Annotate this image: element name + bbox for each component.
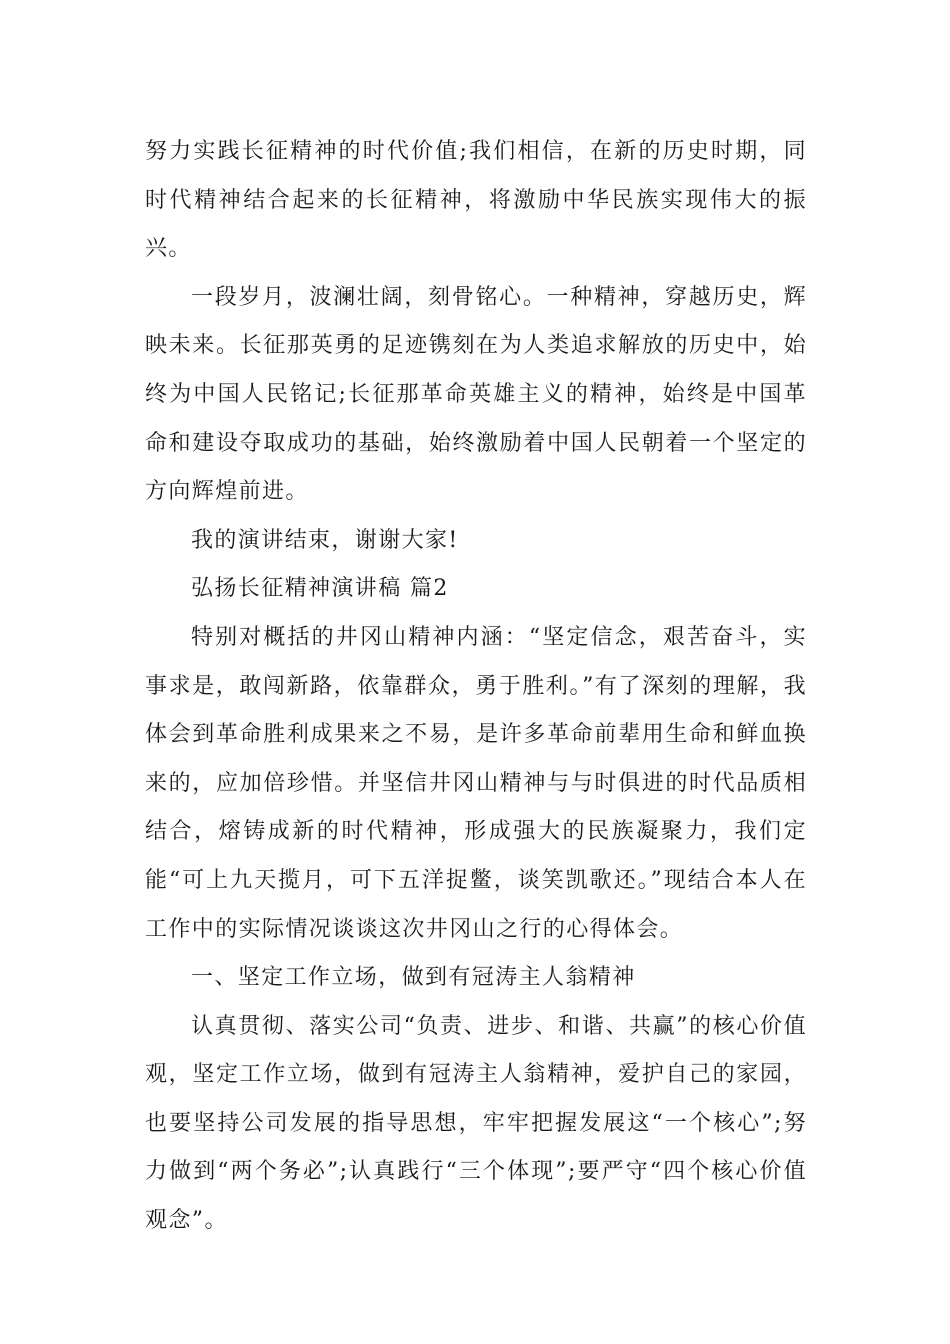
paragraph-core-values: 认真贯彻、落实公司“负责、进步、和谐、共赢”的核心价值观，坚定工作立场，做到有冠涛主人翁精神，爱护自己的家园，也要坚持公司发展的指导思想，牢牢把握发展这“一个核心”;努力做到“两个务必”;认真践行“三个体现”;要严守“四个核心价值观念”。 bbox=[145, 1013, 807, 1234]
paragraph-jinggangshan: 特别对概括的井冈山精神内涵：“坚定信念，艰苦奋斗，实事求是，敢闯新路，依靠群众，勇于胜利。”有了深刻的理解，我体会到革命胜利成果来之不易，是许多革命前辈用生命和鲜血换来的，应加倍珍惜。并坚信井冈山精神与与时俱进的时代品质相结合，熔铸成新的时代精神，形成强大的民族凝聚力，我们定能“可上九天揽月，可下五洋捉鳖，谈笑凯歌还。”现结合本人在工作中的实际情况谈谈这次井冈山之行的心得体会。 bbox=[145, 624, 807, 942]
section-heading: 弘扬长征精神演讲稿 篇2 bbox=[191, 576, 449, 602]
subheading-one: 一、坚定工作立场，做到有冠涛主人翁精神 bbox=[191, 965, 636, 991]
document-page bbox=[145, 128, 807, 1246]
paragraph-continued: 努力实践长征精神的时代价值;我们相信，在新的历史时期，同时代精神结合起来的长征精神，将激励中华民族实现伟大的振兴。 bbox=[145, 139, 807, 262]
paragraph-closing: 我的演讲结束，谢谢大家! bbox=[191, 527, 459, 553]
paragraph-long-march: 一段岁月，波澜壮阔，刻骨铭心。一种精神，穿越历史，辉映未来。长征那英勇的足迹镌刻在为人类追求解放的历史中，始终为中国人民铭记;长征那革命英雄主义的精神，始终是中国革命和建设夺取成功的基础，始终激励着中国人民朝着一个坚定的方向辉煌前进。 bbox=[145, 284, 807, 505]
